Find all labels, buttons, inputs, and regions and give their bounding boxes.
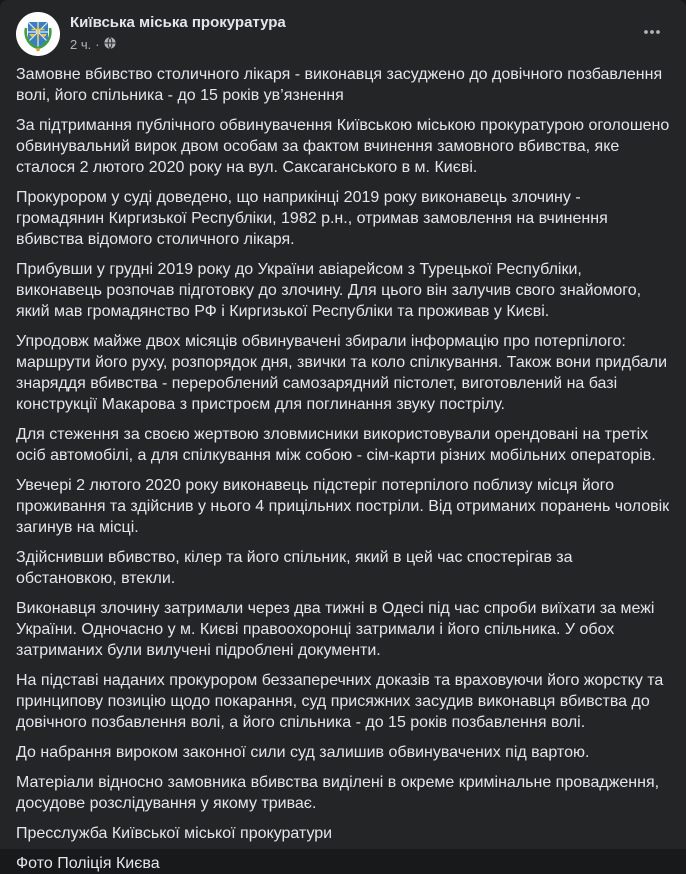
post-paragraph: Упродовж майже двох місяців обвинувачені збирали інформацію про потерпілого: маршрути його руху, розпорядок дня, звички та коло спілкування. Також вони придбали знаряддя вбивства - перероблений самозарядний пістолет, виготовлений на базі конструкції Макарова з пристроєм для поглинання звуку пострілу. <box>16 333 668 413</box>
ellipsis-menu-icon <box>642 22 662 42</box>
post-paragraph: Фото Поліція Києва <box>16 855 160 872</box>
post-paragraph: До набрання вироком законної сили суд залишив обвинувачених під вартою. <box>16 744 590 761</box>
post-options-button[interactable] <box>634 14 670 50</box>
post-paragraph: Прибувши у грудні 2019 року до України авіарейсом з Турецької Республіки, виконавець розпочав підготовку до злочину. Для цього він залучив свого знайомого, який мав громадянство РФ і Киргизької Республіки та проживав у Києві. <box>16 261 642 320</box>
post-paragraph: Для стеження за своєю жертвою зловмисники використовували орендовані на третіх осіб автомобілі, а для спілкування між собою - сім-карти різних мобільних операторів. <box>16 426 656 464</box>
post-header <box>0 0 686 56</box>
post-timestamp[interactable]: 2 ч. <box>70 36 92 52</box>
post-paragraph: Прокурором у суді доведено, що наприкінці 2019 року виконавець злочину - громадянин Киргизької Республіки, 1982 р.н., отримав замовлення на вчинення вбивства відомого столичного лікаря. <box>16 189 608 248</box>
post-paragraph: За підтримання публічного обвинувачення Київською міською прокуратурою оголошено обвинувальний вирок двом особам за фактом вчинення замовного вбивства, яке сталося 2 лютого 2020 року на вул. Саксаганського в м. Києві. <box>16 117 670 176</box>
post-meta-line <box>70 35 634 53</box>
meta-separator: · <box>95 36 100 52</box>
post-paragraph: Замовне вбивство столичного лікаря - виконавця засуджено до довічного позбавлення волі, його спільника - до 15 років ув’язнення <box>16 66 663 104</box>
post-paragraph: Увечері 2 лютого 2020 року виконавець підстеріг потерпілого поблизу місця його проживання та здійснив у нього 4 прицільних постріли. Від отриманих поранень чоловік загинув на місці. <box>16 477 670 536</box>
page-name-link[interactable]: Київська міська прокуратура <box>70 14 286 31</box>
post-paragraph: Здійснивши вбивство, кілер та його спільник, який в цей час спостерігав за обстановкою, втекли. <box>16 549 573 587</box>
prosecutor-emblem-logo <box>16 12 60 56</box>
globe-icon <box>104 36 116 53</box>
page-avatar[interactable] <box>16 12 60 56</box>
post-text <box>0 56 686 874</box>
post-header-meta <box>70 12 634 53</box>
post-paragraph: На підставі наданих прокурором беззаперечних доказів та враховуючи його жорстку та принципову позицію щодо покарання, суд присяжних засудив виконавця вбивства до довічного позбавлення волі, а його спільника - до 15 років позбавлення волі. <box>16 672 664 731</box>
post-paragraph: Пресслужба Київської міської прокуратури <box>16 825 333 842</box>
post-paragraph: Матеріали відносно замовника вбивства виділені в окреме кримінальне провадження, досудове розслідування у якому триває. <box>16 774 660 812</box>
post-paragraph: Виконавця злочину затримали через два тижні в Одесі під час спроби виїхати за межі України. Одночасно у м. Києві правоохоронці затримали і його спільника. У обох затриманих були вилучені підроблені документи. <box>16 600 655 659</box>
